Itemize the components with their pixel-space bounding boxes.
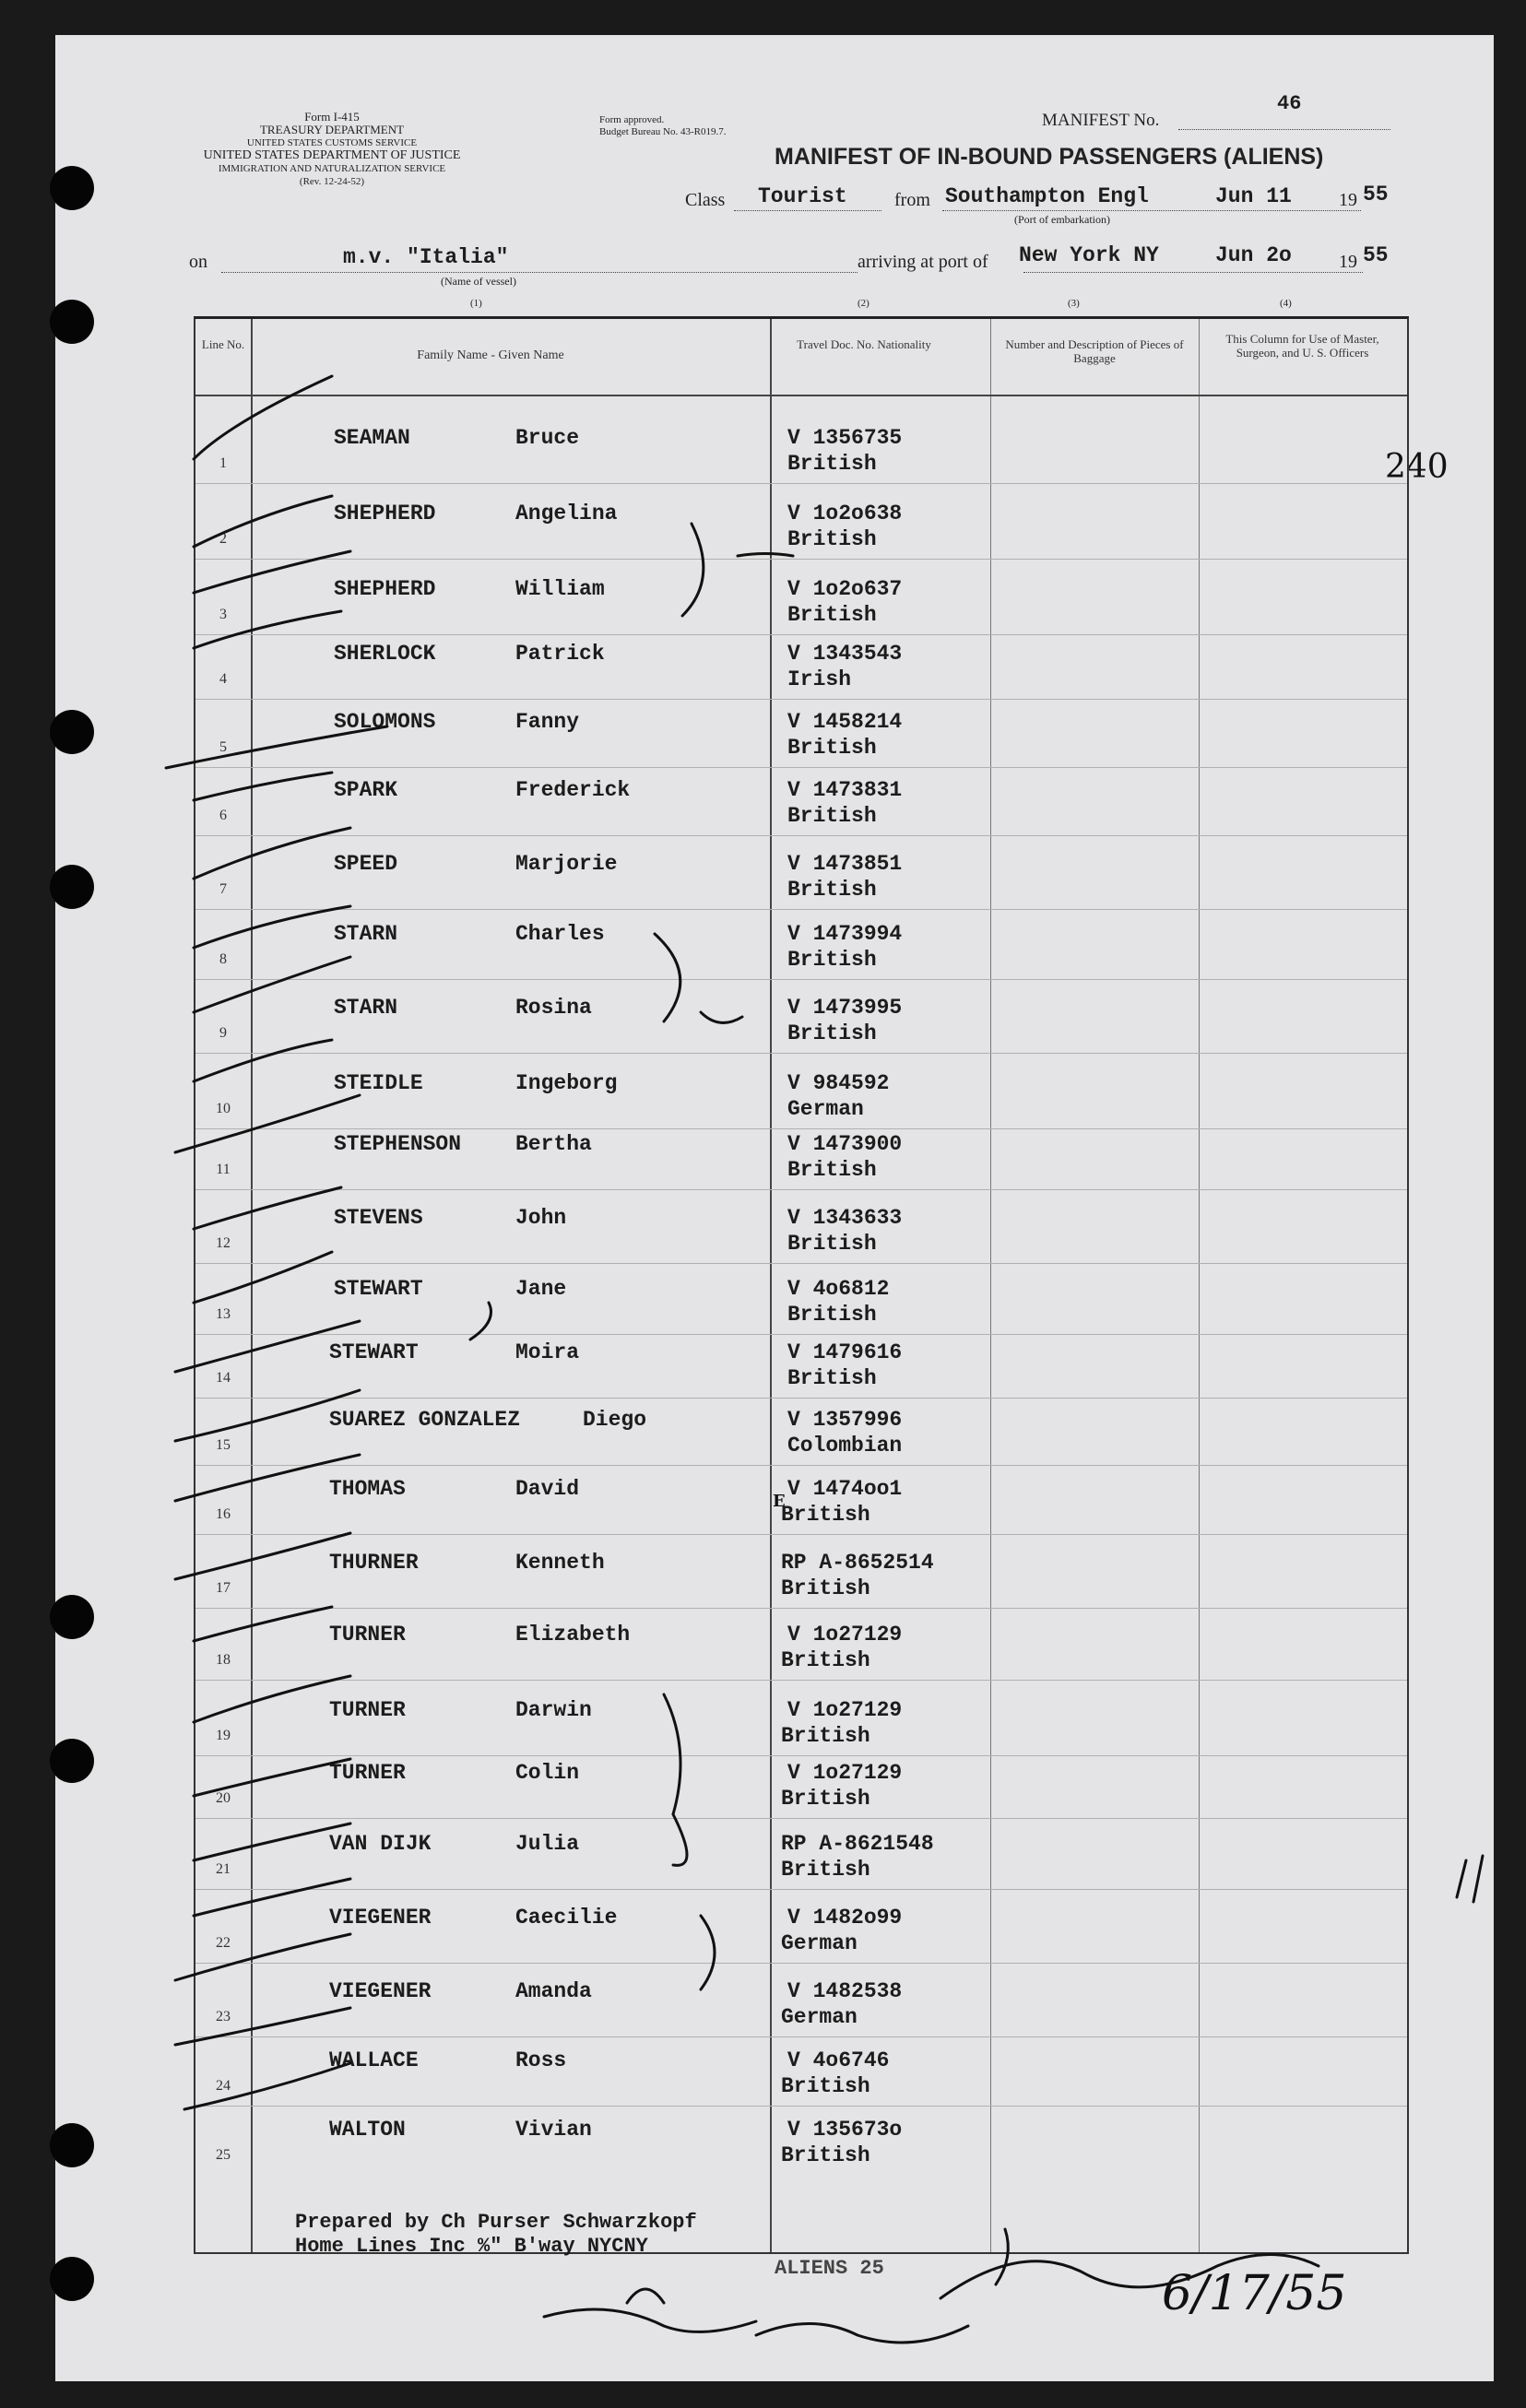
given-name: Ross: [515, 2048, 567, 2072]
travel-doc-number: V 1458214: [787, 710, 903, 734]
arrival-port: New York NY: [1019, 243, 1159, 267]
given-name: Patrick: [515, 642, 605, 666]
given-name: Vivian: [515, 2118, 592, 2142]
line-number: 21: [216, 1861, 231, 1877]
given-name: Moira: [515, 1340, 580, 1364]
travel-doc-number: V 1o2o638: [787, 502, 903, 525]
given-name: Colin: [515, 1761, 580, 1785]
travel-doc-number: V 1o27129: [787, 1698, 903, 1722]
line-number: 6: [219, 808, 227, 823]
line-number: 11: [216, 1162, 231, 1177]
agency-justice: UNITED STATES DEPARTMENT OF JUSTICE: [203, 148, 461, 162]
family-name: SHEPHERD: [334, 577, 436, 601]
nationality: German: [781, 2005, 858, 2029]
nationality: British: [781, 1576, 870, 1600]
nationality: British: [787, 1303, 877, 1327]
line-number: 8: [219, 951, 227, 967]
header-travel-doc: Travel Doc. No. Nationality: [797, 337, 931, 351]
nationality: British: [787, 452, 877, 476]
family-name: VAN DIJK: [329, 1832, 432, 1856]
family-name: SOLOMONS: [334, 710, 436, 734]
given-name: Jane: [515, 1277, 567, 1301]
travel-doc-number: V 1473851: [787, 852, 903, 876]
travel-doc-number: V 1357996: [787, 1408, 903, 1432]
family-name: STEWART: [329, 1340, 419, 1364]
nationality: British: [787, 804, 877, 828]
agency-treasury: TREASURY DEPARTMENT: [259, 123, 405, 136]
aliens-count: ALIENS 25: [775, 2257, 884, 2280]
manifest-page: [55, 35, 1494, 2381]
form-revision: (Rev. 12-24-52): [299, 176, 365, 187]
nationality: British: [787, 1366, 877, 1390]
travel-doc-number: V 4o6746: [787, 2048, 890, 2072]
embarkation-year: 55: [1363, 183, 1389, 207]
embarkation-year-prefix: 19: [1339, 190, 1357, 210]
nationality: Irish: [787, 667, 852, 691]
vessel-caption: (Name of vessel): [441, 275, 516, 288]
line-number: 12: [216, 1235, 231, 1251]
arrival-date: Jun 2o: [1215, 243, 1292, 267]
budget-bureau: Budget Bureau No. 43-R019.7.: [599, 126, 727, 137]
vessel-name: m.v. "Italia": [343, 245, 509, 269]
given-name: William: [515, 577, 605, 601]
agency-customs: UNITED STATES CUSTOMS SERVICE: [246, 137, 418, 148]
prepared-by: Prepared by Ch Purser Schwarzkopf: [295, 2211, 697, 2234]
line-number: 3: [219, 607, 227, 622]
given-name: Marjorie: [515, 852, 618, 876]
agency-ins: IMMIGRATION AND NATURALIZATION SERVICE: [218, 163, 446, 174]
travel-doc-number: RP A-8652514: [781, 1551, 934, 1575]
shipping-line: Home Lines Inc %" B'way NYCNY: [295, 2235, 648, 2258]
row15-mark: E: [773, 1492, 786, 1511]
nationality: British: [781, 1724, 870, 1748]
arrival-year: 55: [1363, 243, 1389, 267]
family-name: SEAMAN: [334, 426, 410, 450]
line-number: 13: [216, 1306, 231, 1322]
family-name: TURNER: [329, 1623, 406, 1647]
travel-doc-number: RP A-8621548: [781, 1832, 934, 1856]
family-name: STEIDLE: [334, 1071, 423, 1095]
line-number: 24: [216, 2078, 231, 2094]
line-number: 25: [216, 2147, 231, 2163]
header-baggage: Number and Description of Pieces of Baggage: [1005, 337, 1184, 365]
nationality: German: [781, 1931, 858, 1955]
arriving-label: arriving at port of: [858, 252, 988, 272]
travel-doc-number: V 1474oo1: [787, 1477, 903, 1501]
family-name: VIEGENER: [329, 1979, 432, 2003]
travel-doc-number: V 1473995: [787, 996, 903, 1020]
nationality: British: [781, 2074, 870, 2098]
given-name: Bertha: [515, 1132, 592, 1156]
family-name: TURNER: [329, 1698, 406, 1722]
form-number: Form I-415: [304, 110, 360, 124]
family-name: STEVENS: [334, 1206, 423, 1230]
line-number: 15: [216, 1437, 231, 1453]
line-number: 14: [216, 1370, 231, 1386]
handwritten-checkmarks: [55, 35, 1494, 2381]
class-label: Class: [685, 190, 726, 210]
col-number-4: (4): [1280, 298, 1292, 309]
handwritten-date: 6/17/55: [1162, 2266, 1347, 2321]
family-name: WALTON: [329, 2118, 406, 2142]
nationality: British: [787, 948, 877, 972]
col-number-2: (2): [858, 298, 869, 309]
given-name: Amanda: [515, 1979, 592, 2003]
line-number: 16: [216, 1506, 231, 1522]
family-name: THURNER: [329, 1551, 419, 1575]
line-number: 4: [219, 671, 227, 687]
header-line-no: Line No.: [201, 337, 245, 351]
port-embarkation-caption: (Port of embarkation): [1014, 213, 1110, 226]
travel-doc-number: V 1473994: [787, 922, 903, 946]
nationality: British: [781, 1858, 870, 1882]
line-number: 20: [216, 1790, 231, 1806]
given-name: Elizabeth: [515, 1623, 631, 1647]
on-label: on: [189, 252, 207, 272]
line-number: 17: [216, 1580, 231, 1596]
given-name: Julia: [515, 1832, 580, 1856]
travel-doc-number: V 135673o: [787, 2118, 903, 2142]
manifest-title: MANIFEST OF IN-BOUND PASSENGERS (ALIENS): [775, 144, 1324, 170]
family-name: STARN: [334, 922, 398, 946]
given-name: Diego: [583, 1408, 647, 1432]
margin-number: 240: [1385, 448, 1449, 486]
nationality: British: [787, 603, 877, 627]
family-name: STEPHENSON: [334, 1132, 462, 1156]
family-name: SPARK: [334, 778, 398, 802]
family-name: STEWART: [334, 1277, 423, 1301]
given-name: Rosina: [515, 996, 592, 1020]
header-name: Family Name - Given Name: [417, 348, 564, 362]
given-name: David: [515, 1477, 580, 1501]
line-number: 9: [219, 1025, 227, 1041]
embarkation-date: Jun 11: [1215, 184, 1292, 208]
given-name: Angelina: [515, 502, 618, 525]
nationality: British: [781, 1648, 870, 1672]
col-number-3: (3): [1068, 298, 1080, 309]
nationality: British: [787, 878, 877, 902]
manifest-no-label: MANIFEST No.: [1042, 111, 1160, 130]
line-number: 7: [219, 881, 227, 897]
embarkation-port: Southampton Engl: [945, 184, 1149, 208]
line-number: 19: [216, 1728, 231, 1743]
nationality: British: [781, 2143, 870, 2167]
given-name: Frederick: [515, 778, 631, 802]
family-name: WALLACE: [329, 2048, 419, 2072]
line-number: 23: [216, 2009, 231, 2024]
nationality: British: [787, 1232, 877, 1256]
line-number: 1: [219, 455, 227, 471]
line-number: 2: [219, 531, 227, 547]
given-name: John: [515, 1206, 567, 1230]
travel-doc-number: V 4o6812: [787, 1277, 890, 1301]
family-name: THOMAS: [329, 1477, 406, 1501]
travel-doc-number: V 1o27129: [787, 1623, 903, 1647]
from-label: from: [894, 190, 930, 210]
line-number: 5: [219, 739, 227, 755]
form-approved: Form approved.: [599, 114, 665, 125]
travel-doc-number: V 1479616: [787, 1340, 903, 1364]
travel-doc-number: V 1482o99: [787, 1906, 903, 1930]
travel-doc-number: V 1482538: [787, 1979, 903, 2003]
given-name: Ingeborg: [515, 1071, 618, 1095]
given-name: Bruce: [515, 426, 580, 450]
family-name: SPEED: [334, 852, 398, 876]
nationality: Colombian: [787, 1434, 903, 1458]
nationality: British: [787, 736, 877, 760]
given-name: Charles: [515, 922, 605, 946]
given-name: Darwin: [515, 1698, 592, 1722]
given-name: Kenneth: [515, 1551, 605, 1575]
nationality: British: [787, 1021, 877, 1045]
line-number: 10: [216, 1101, 231, 1116]
class-value: Tourist: [758, 184, 847, 208]
manifest-no-value: 46: [1277, 92, 1302, 115]
nationality: British: [787, 1158, 877, 1182]
family-name: STARN: [334, 996, 398, 1020]
family-name: SHERLOCK: [334, 642, 436, 666]
travel-doc-number: V 984592: [787, 1071, 890, 1095]
given-name: Fanny: [515, 710, 580, 734]
travel-doc-number: V 1343543: [787, 642, 903, 666]
family-name: SHEPHERD: [334, 502, 436, 525]
arrival-year-prefix: 19: [1339, 252, 1357, 272]
travel-doc-number: V 1473900: [787, 1132, 903, 1156]
line-number: 22: [216, 1935, 231, 1951]
nationality: British: [781, 1503, 870, 1527]
family-name: VIEGENER: [329, 1906, 432, 1930]
line-number: 18: [216, 1652, 231, 1668]
given-name: Caecilie: [515, 1906, 618, 1930]
travel-doc-number: V 1473831: [787, 778, 903, 802]
header-official-use: This Column for Use of Master, Surgeon, and U. S. Officers: [1225, 332, 1379, 360]
travel-doc-number: V 1o27129: [787, 1761, 903, 1785]
nationality: British: [781, 1787, 870, 1811]
travel-doc-number: V 1o2o637: [787, 577, 903, 601]
nationality: British: [787, 527, 877, 551]
col-number-1: (1): [470, 298, 482, 309]
family-name: SUAREZ GONZALEZ: [329, 1408, 521, 1432]
nationality: German: [787, 1097, 864, 1121]
travel-doc-number: V 1356735: [787, 426, 903, 450]
travel-doc-number: V 1343633: [787, 1206, 903, 1230]
family-name: TURNER: [329, 1761, 406, 1785]
